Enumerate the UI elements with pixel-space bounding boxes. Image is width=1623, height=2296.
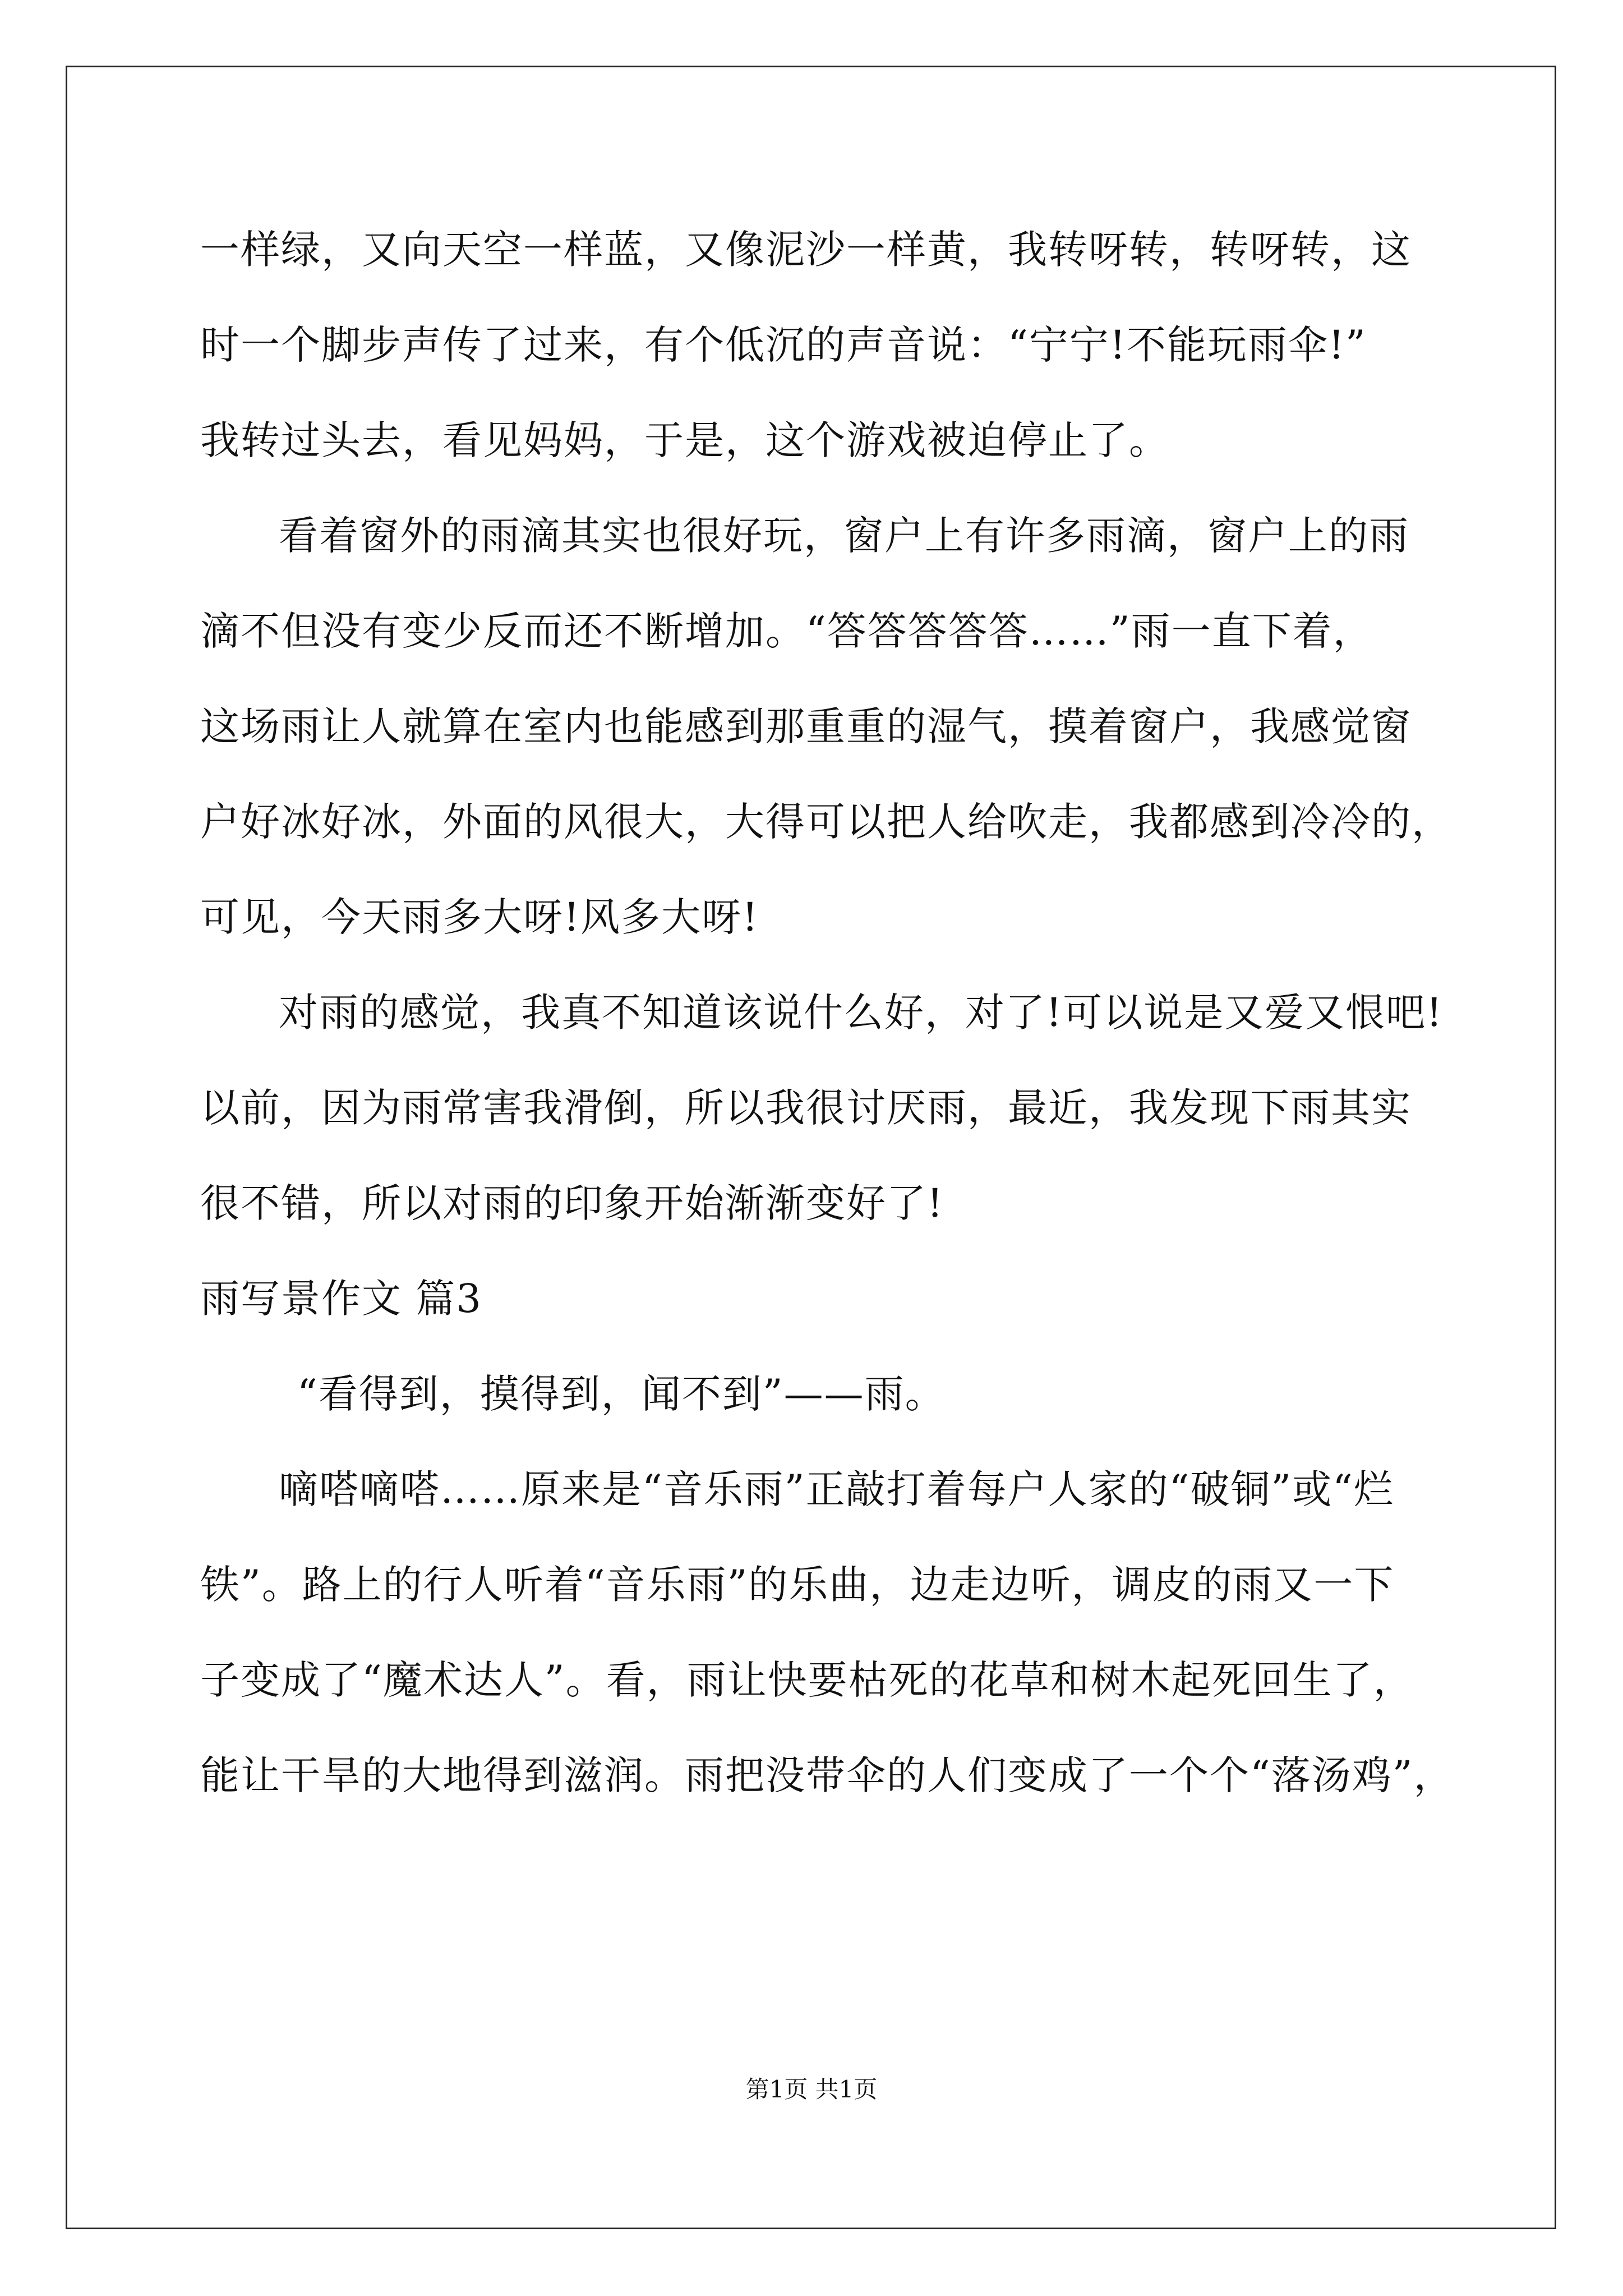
text-line: 对雨的感觉，我真不知道该说什么好，对了!可以说是又爱又恨吧! — [279, 990, 1444, 1036]
text-line: 能让干旱的大地得到滋润。雨把没带伞的人们变成了一个个“落汤鸡”， — [200, 1752, 1454, 1798]
text-line: 这场雨让人就算在室内也能感到那重重的湿气，摸着窗户，我感觉窗 — [200, 703, 1412, 749]
section-heading: 雨写景作文 篇3 — [200, 1276, 482, 1322]
page-footer: 第1页 共1页 — [745, 2076, 878, 2103]
text-line: 滴不但没有变少反而还不断增加。“答答答答答……”雨一直下着， — [200, 608, 1373, 654]
page-border — [66, 66, 1556, 2229]
text-line: 子变成了“魔术达人”。看，雨让快要枯死的花草和树木起死回生了， — [200, 1657, 1414, 1703]
text-line: 以前，因为雨常害我滑倒，所以我很讨厌雨，最近，我发现下雨其实 — [200, 1085, 1412, 1131]
text-line: 看着窗外的雨滴其实也很好玩，窗户上有许多雨滴，窗户上的雨 — [279, 513, 1409, 559]
text-line: 嘀嗒嘀嗒……原来是“音乐雨”正敲打着每户人家的“破铜”或“烂 — [279, 1466, 1394, 1512]
text-line: 户好冰好冰，外面的风很大，大得可以把人给吹走，我都感到冷冷的， — [200, 799, 1452, 845]
text-line: 时一个脚步声传了过来，有个低沉的声音说：“宁宁!不能玩雨伞!” — [200, 322, 1367, 368]
text-line: “看得到，摸得到，闻不到”——雨。 — [297, 1371, 946, 1417]
text-line: 很不错，所以对雨的印象开始渐渐变好了! — [200, 1180, 944, 1226]
text-line: 铁”。路上的行人听着“音乐雨”的乐曲，边走边听，调皮的雨又一下 — [200, 1562, 1395, 1608]
text-line: 可见，今天雨多大呀!风多大呀! — [200, 894, 759, 940]
text-line: 我转过头去，看见妈妈，于是，这个游戏被迫停止了。 — [200, 417, 1169, 463]
text-line: 一样绿，又向天空一样蓝，又像泥沙一样黄，我转呀转，转呀转，这 — [200, 227, 1412, 273]
